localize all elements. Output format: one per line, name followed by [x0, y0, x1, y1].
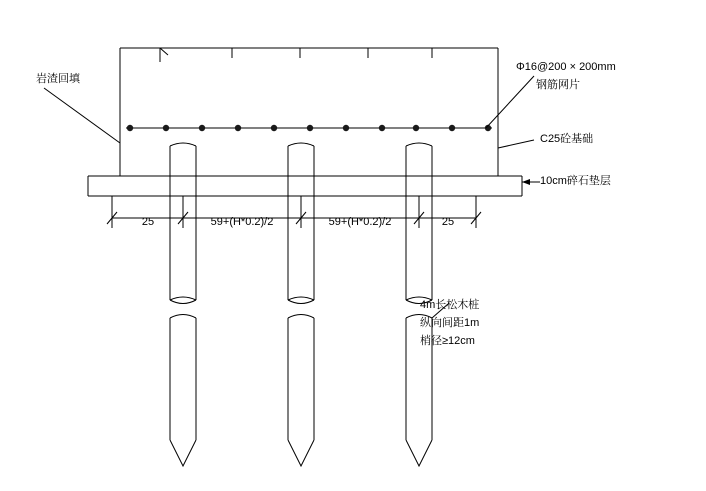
label-mesh-name: 钢筋网片	[536, 79, 580, 91]
pile	[170, 143, 196, 466]
dimension-text-mid-right: 59+(H*0.2)/2	[328, 216, 392, 228]
rebar-dot	[235, 125, 241, 131]
rebar-dot	[163, 125, 169, 131]
rebar-dot	[127, 125, 133, 131]
top-tick-marks	[160, 48, 432, 62]
dimension-text-right: 25	[441, 216, 455, 228]
rebar-dot	[307, 125, 313, 131]
rebar-dot	[199, 125, 205, 131]
dimension-text-mid-left: 59+(H*0.2)/2	[210, 216, 274, 228]
label-pile-line2: 纵向间距1m	[420, 317, 480, 329]
dimension-text-left: 25	[141, 216, 155, 228]
pile-group	[170, 143, 432, 466]
label-mesh-spec: Φ16@200 × 200mm	[516, 61, 616, 73]
label-backfill: 岩渣回填	[36, 73, 80, 85]
rebar-dot	[379, 125, 385, 131]
rebar-dot	[413, 125, 419, 131]
label-pile-line1: 4m长松木桩	[420, 299, 480, 311]
rebar-dot	[449, 125, 455, 131]
pile	[288, 143, 314, 466]
cushion-layer	[88, 176, 522, 196]
label-pile-line3: 梢径≥12cm	[420, 335, 475, 347]
rebar-dot	[271, 125, 277, 131]
label-cushion: 10cm碎石垫层	[540, 175, 611, 187]
leader-lines	[44, 76, 540, 318]
structure-outline	[120, 48, 498, 176]
rebar-dot	[343, 125, 349, 131]
label-concrete: C25砼基础	[540, 133, 594, 145]
rebar-mesh	[126, 125, 492, 131]
